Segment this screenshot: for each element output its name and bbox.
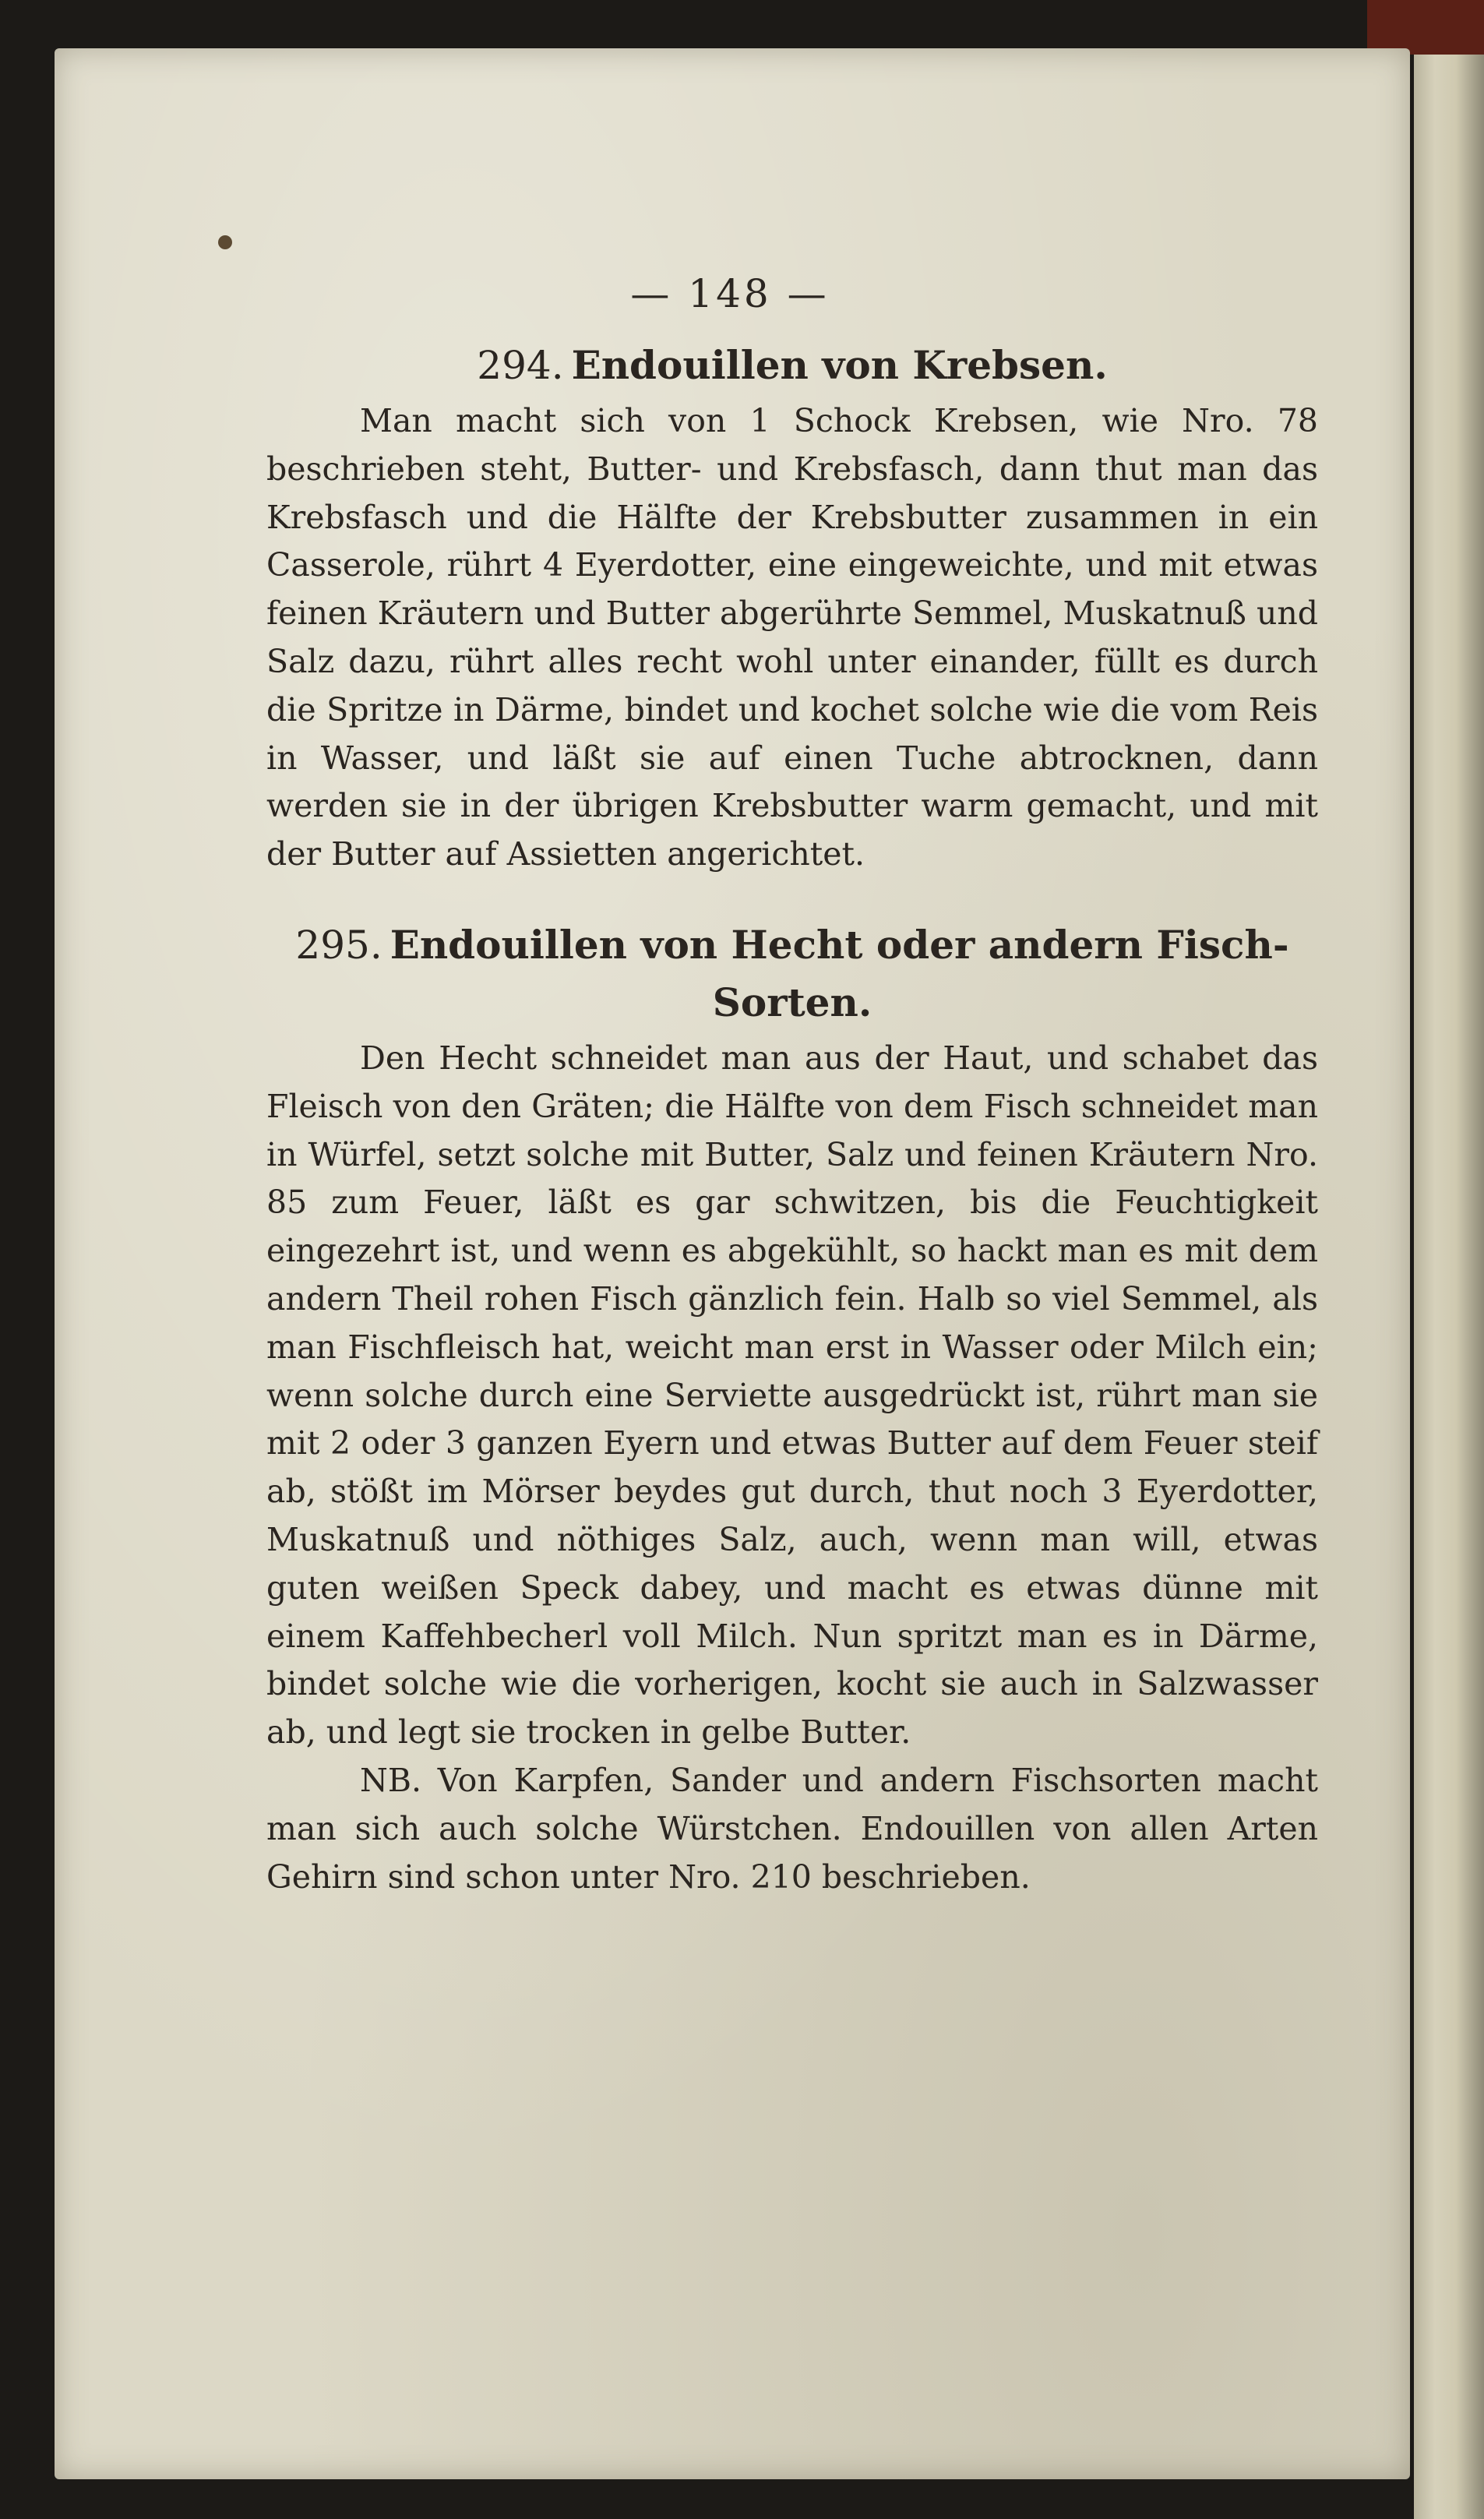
note-paragraph: NB. Von Karpfen, Sander und andern Fischsorten macht man sich auch solche Würstchen. Endouillen von allen Arten Gehirn sind schon unter Nro. 210 beschrieben. [266,1761,1318,1896]
recipe-paragraph: Den Hecht schneidet man aus der Haut, und schabet das Fleisch von den Gräten; die Hälfte von dem Fisch schneidet man in Würfel, setzt solche mit Butter, Salz und feinen Kräutern Nro. 85 zum Feuer, läßt es gar schwitzen, bis die Feuchtigkeit eingezehrt ist, und wenn es abgekühlt, so hackt man es mit dem andern Theil rohen Fisch gänzlich fein. Halb so viel Semmel, als man Fischfleisch hat, weicht man erst in Wasser oder Milch ein; wenn solche durch eine Serviette ausgedrückt ist, rührt man sie mit 2 oder 3 ganzen Eyern und etwas Butter auf dem Feuer steif ab, stößt im Mörser beydes gut durch, thut noch 3 Eyerdotter, Muskatnuß und nöthiges Salz, auch, wenn man will, etwas guten weißen Speck dabey, und macht es etwas dünne mit einem Kaffehbecherl voll Milch. Nun spritzt man es in Därme, bindet solche wie die vorherigen, kocht sie auch in Salzwasser ab, und legt sie trocken in gelbe Butter. [266,1039,1318,1752]
section-title: Endouillen von Krebsen. [571,342,1108,388]
binding-corner [1367,0,1484,55]
section-title: Endouillen von Hecht oder andern Fisch-Sorten. [390,921,1289,1025]
recipe-paragraph: Man macht sich von 1 Schock Krebsen, wie Nro. 78 beschrieben steht, Butter- und Krebsfasch, dann thut man das Krebsfasch und die Hälfte der Krebsbutter zusammen in ein Casserole, rührt 4 Eyerdotter, eine eingeweichte, und mit etwas feinen Kräutern und Butter abgerührte Semmel, Muskatnuß und Salz dazu, rührt alles recht wohl unter einander, füllt es durch die Spritze in Därme, bindet und kochet solche wie die vom Reis in Wasser, und läßt sie auf einen Tuche abtrocknen, dann werden sie in der übrigen Krebsbutter warm gemacht, und mit der Butter auf Assietten angerichtet. [266,402,1318,873]
page-content [266,271,1318,1901]
section-number: 294. [477,343,564,388]
section-number: 295. [295,922,382,968]
page-number: — 148 — [630,271,830,316]
ink-spot [218,235,232,249]
section-heading-294 [266,337,1318,394]
facing-page-edge [1414,0,1484,2519]
section-heading-295 [266,916,1318,1032]
